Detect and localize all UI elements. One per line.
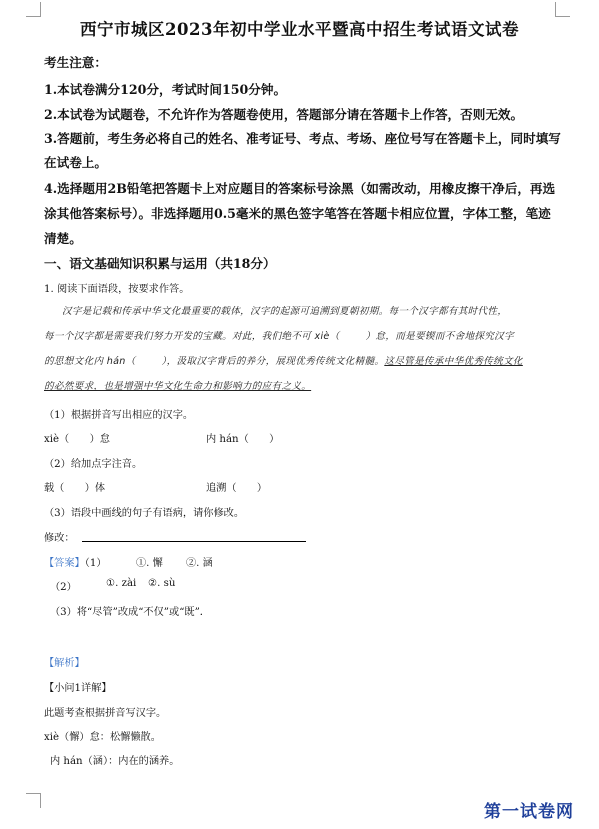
answer-text: （2） [50,582,77,593]
site-logo: 第一试卷网 [484,802,574,822]
sub-question: （3）语段中画线的句子有语病，请你修改。 [44,508,245,519]
notice-item: 在试卷上。 [44,155,107,170]
answer-text: ①. zài [106,578,137,589]
answer-label: 【答案】 [44,558,85,569]
passage-line [44,328,514,342]
answer-line [82,541,306,542]
underlined-sentence: 这尽管是传承中华优秀传统文化 [384,356,523,367]
section-heading: 一、语文基础知识积累与运用（共18分） [44,256,276,271]
revise-label: 修改： [44,533,75,544]
crop-mark-top-left [26,2,41,17]
sub-question: （1）根据拼音写出相应的汉字。 [44,410,194,421]
answer-text: （3）将“尽管”改成“不仅”或“既”． [50,607,210,618]
question-prompt: 1. 阅读下面语段，按要求作答。 [44,284,190,295]
sub-question-item: 内 hán（ ） [206,434,280,445]
analysis-sub-label: 【小问1详解】 [44,683,112,694]
answer-text: ①. 懈 [136,558,163,569]
answer-text: （1） [84,558,107,569]
passage-line [44,353,523,367]
notice-item: 清楚。 [44,231,82,246]
passage-line: 汉字是记载和传承中华文化最重要的载体，汉字的起源可追溯到夏朝初期。每一个汉字都有其时代性， [62,306,508,317]
notice-item: 1.本试卷满分120分，考试时间150分钟。 [44,82,287,97]
notice-item: 4.选择题用2B铅笔把答题卡上对应题目的答案标号涂黑（如需改动，用橡皮擦干净后，再选 [44,181,556,196]
passage-text: ）怠，而是要锲而不舍地探究汉字 [365,331,514,342]
notice-item: 3.答题前，考生务必将自己的姓名、准考证号、考点、考场、座位号写在答题卡上，同时填写 [44,131,561,146]
crop-mark-bottom-left [26,793,41,808]
passage-text: ），汲取汉字背后的养分，展现优秀传统文化精髓。 [161,356,385,367]
passage-text: 的思想文化内 hán（ [44,356,136,367]
sub-question-item: 追溯（ ） [206,483,268,494]
analysis-text: 此题考查根据拼音写汉字。 [44,708,167,719]
sub-question-item: 载（ ）体 [44,483,106,494]
underlined-sentence: 的必然要求，也是增强中华文化生命力和影响力的应有之义。 [44,381,312,392]
answer-text: ②. sù [148,578,176,589]
sub-question: （2）给加点字注音。 [44,459,143,470]
analysis-text: xiè（懈）怠：松懈懒散。 [44,732,161,743]
notice-item: 涂其他答案标号）。非选择题用0.5毫米的黑色签字笔答在答题卡相应位置，字体工整，笔迹 [44,206,551,221]
analysis-text: 内 hán（涵）：内在的涵养。 [50,756,180,767]
notice-heading: 考生注意： [44,55,107,70]
passage-text: 每一个汉字都是需要我们努力开发的宝藏。对此，我们绝不可 xiè（ [44,331,340,342]
sub-question-item: xiè（ ）怠 [44,434,110,445]
answer-text: ②. 涵 [186,558,213,569]
analysis-label: 【解析】 [44,658,85,669]
notice-item: 2.本试卷为试题卷，不允许作为答题卷使用，答题部分请在答题卡上作答，否则无效。 [44,107,524,122]
crop-mark-top-right [555,2,570,17]
answer-line-1 [44,554,107,569]
exam-title: 西宁市城区2023年初中学业水平暨高中招生考试语文试卷 [80,20,519,39]
